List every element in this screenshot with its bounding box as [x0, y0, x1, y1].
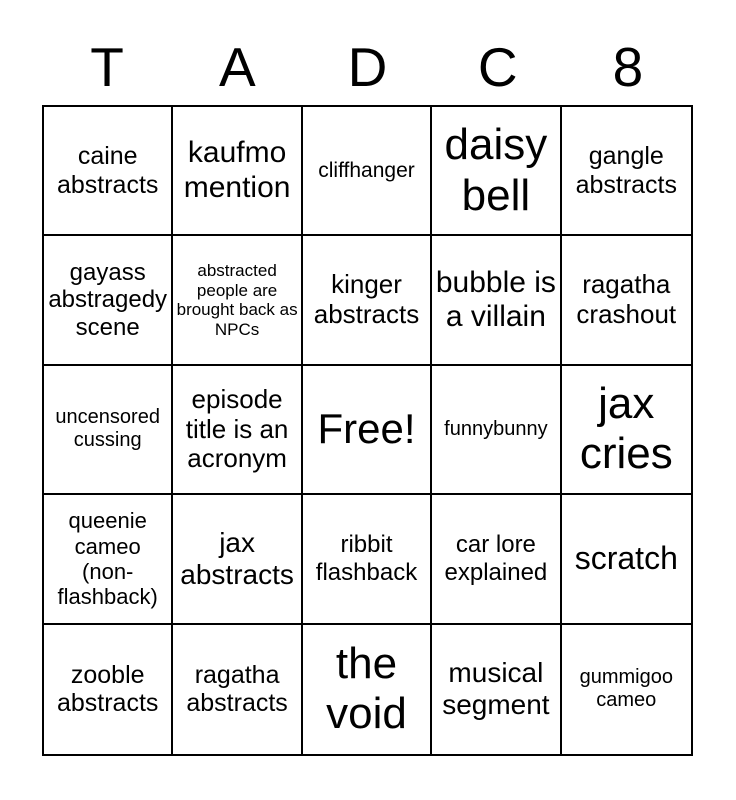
header-letter-d: D: [347, 35, 388, 98]
bingo-cell[interactable]: kinger abstracts: [303, 236, 432, 365]
bingo-cell[interactable]: ragatha abstracts: [173, 625, 302, 754]
bingo-header: [42, 36, 693, 98]
bingo-cell[interactable]: abstracted people are brought back as NPCs: [173, 236, 302, 365]
bingo-cell[interactable]: ribbit flashback: [303, 495, 432, 624]
bingo-card: [42, 105, 693, 756]
header-letter-t: T: [90, 35, 124, 98]
bingo-cell[interactable]: zooble abstracts: [44, 625, 173, 754]
bingo-cell[interactable]: kaufmo mention: [173, 107, 302, 236]
bingo-cell[interactable]: scratch: [562, 495, 691, 624]
bingo-cell[interactable]: queenie cameo (non-flashback): [44, 495, 173, 624]
bingo-cell[interactable]: gayass abstragedy scene: [44, 236, 173, 365]
bingo-cell[interactable]: episode title is an acronym: [173, 366, 302, 495]
bingo-cell[interactable]: cliffhanger: [303, 107, 432, 236]
bingo-cell[interactable]: funnybunny: [432, 366, 561, 495]
header-letter-a: A: [218, 35, 256, 98]
bingo-cell[interactable]: musical segment: [432, 625, 561, 754]
header-letter-8: 8: [612, 35, 644, 98]
bingo-cell[interactable]: ragatha crashout: [562, 236, 691, 365]
bingo-cell[interactable]: caine abstracts: [44, 107, 173, 236]
bingo-cell[interactable]: car lore explained: [432, 495, 561, 624]
free-space-cell[interactable]: Free!: [303, 366, 432, 495]
header-letter-c: C: [477, 35, 518, 98]
bingo-cell[interactable]: daisy bell: [432, 107, 561, 236]
bingo-cell[interactable]: jax abstracts: [173, 495, 302, 624]
bingo-cell[interactable]: gangle abstracts: [562, 107, 691, 236]
bingo-cell[interactable]: bubble is a villain: [432, 236, 561, 365]
bingo-cell[interactable]: uncensored cussing: [44, 366, 173, 495]
bingo-cell[interactable]: the void: [303, 625, 432, 754]
bingo-cell[interactable]: gummigoo cameo: [562, 625, 691, 754]
bingo-cell[interactable]: jax cries: [562, 366, 691, 495]
